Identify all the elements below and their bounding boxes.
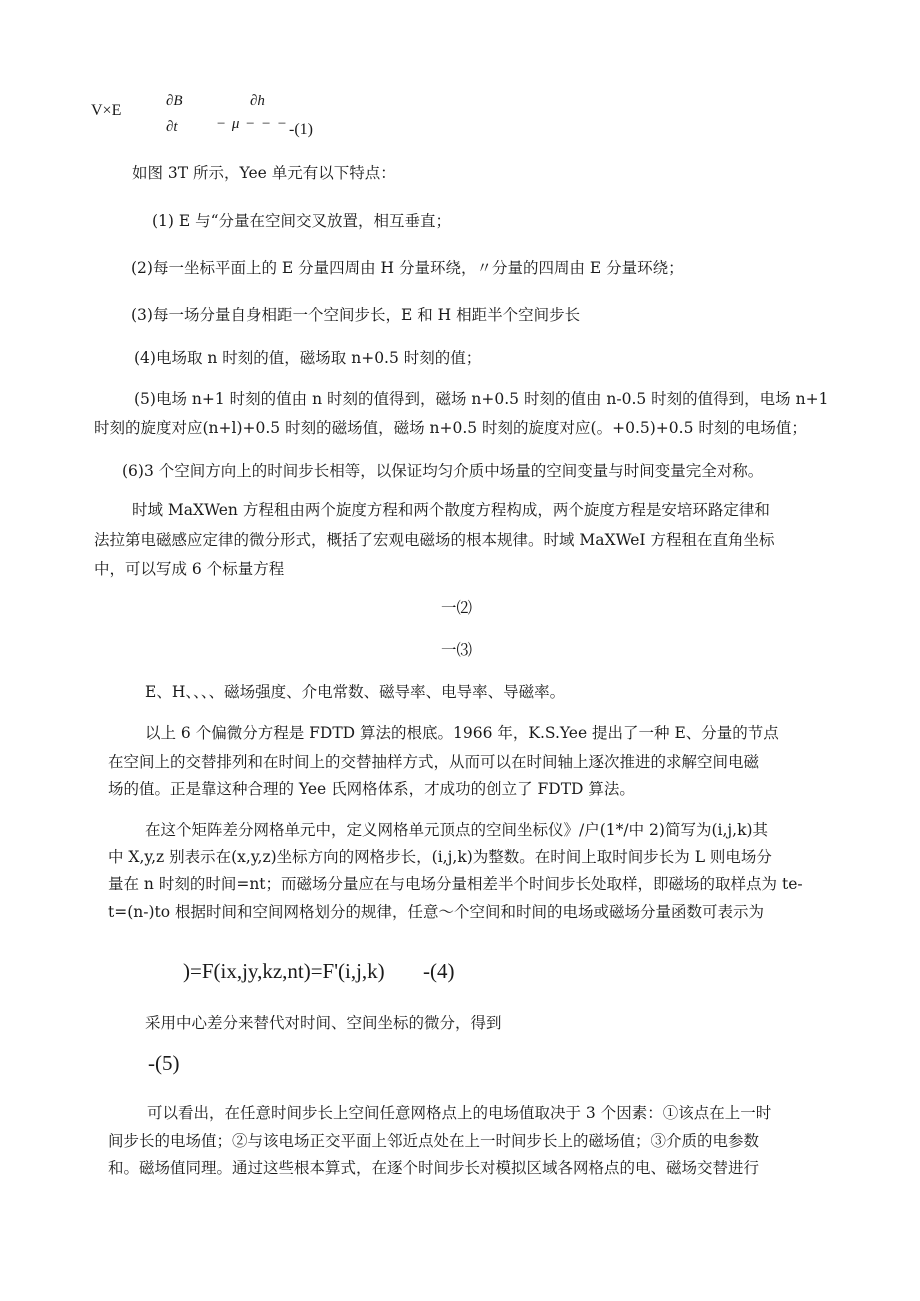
text-line: t=(n-)to 根据时间和空间网格划分的规律，任意～个空间和时间的电场或磁场分量函数可表示为 bbox=[108, 903, 765, 921]
feature-item: (3)每一场分量自身相距一个空间步长，E 和 H 相距半个空间步长 bbox=[131, 306, 581, 324]
central-difference-paragraph: 采用中心差分来替代对时间、空间坐标的微分，得到 bbox=[145, 1014, 502, 1032]
text-line: 量在 n 时刻的时间=nt；而磁场分量应在与电场分量相差半个时间步长处取样，即磁场的取样点为 te- bbox=[108, 875, 803, 893]
text-line: 中，可以写成 6 个标量方程 bbox=[94, 560, 285, 578]
text-line: 在这个矩阵差分网格单元中，定义网格单元顶点的空间坐标仪》/户(1*/中 2)简写为(i,j,k)其 bbox=[145, 821, 769, 839]
intro-paragraph: 如图 3T 所示，Yee 单元有以下特点： bbox=[132, 164, 396, 182]
eq4-expression: )=F(ix,jy,kz,nt)=F'(i,j,k) bbox=[183, 959, 385, 983]
text-line: 在空间上的交替排列和在时间上的交替抽样方式，从而可以在时间轴上逐次推进的求解空间电磁 bbox=[108, 753, 760, 771]
feature-item: 时刻的旋度对应(n+l)+0.5 时刻的磁场值，磁场 n+0.5 时刻的旋度对应(。+0.5)+0.5 时刻的电场值； bbox=[94, 419, 807, 437]
equation-2-tag: 一⑵ bbox=[441, 599, 473, 617]
symbols-paragraph: E、H、、、、磁场强度、介电常数、磁导率、电导率、导磁率。 bbox=[145, 683, 566, 701]
text-line: 法拉第电磁感应定律的微分形式，概括了宏观电磁场的根本规律。时域 MaXWeI 方程租在直角坐标 bbox=[94, 531, 775, 549]
equation-5-tag: -(5) bbox=[148, 1051, 180, 1075]
text-line: 可以看出，在任意时间步长上空间任意网格点上的电场值取决于 3 个因素：①该点在上一时 bbox=[147, 1104, 772, 1122]
feature-item: (1) E 与“分量在空间交叉放置，相互垂直； bbox=[152, 212, 452, 230]
text-line: 间步长的电场值；②与该电场正交平面上邻近点处在上一时间步长上的磁场值；③介质的电参数 bbox=[108, 1132, 760, 1150]
eq1-numerator-2: ∂h bbox=[250, 93, 265, 109]
text-line: 中 X,y,z 别表示在(x,y,z)坐标方向的网格步长，(i,j,k)为整数。在时间上取时间步长为 L 则电场分 bbox=[108, 848, 772, 866]
eq1-mu-term: − μ − − − bbox=[216, 116, 289, 132]
text-line: 以上 6 个偏微分方程是 FDTD 算法的根底。1966 年，K.S.Yee 提出了一种 E、分量的节点 bbox=[145, 724, 779, 742]
eq1-numerator-1: ∂B bbox=[166, 93, 183, 109]
feature-item: (6)3 个空间方向上的时间步长相等，以保证均匀介质中场量的空间变量与时间变量完全对称。 bbox=[122, 462, 764, 480]
text-line: 时域 MaXWen 方程租由两个旋度方程和两个散度方程构成，两个旋度方程是安培环路定律和 bbox=[132, 501, 770, 519]
eq4-tag: -(4) bbox=[423, 959, 455, 983]
feature-item: (2)每一坐标平面上的 E 分量四周由 H 分量环绕，〃分量的四周由 E 分量环绕； bbox=[131, 259, 684, 277]
eq1-lhs: V×E bbox=[91, 102, 122, 119]
eq1-tag: -(1) bbox=[289, 121, 313, 138]
text-line: 和。磁场值同理。通过这些根本算式，在逐个时间步长对模拟区域各网格点的电、磁场交替进行 bbox=[108, 1159, 760, 1177]
feature-item: (5)电场 n+1 时刻的值由 n 时刻的值得到，磁场 n+0.5 时刻的值由 n-0.5 时刻的值得到，电场 n+1 bbox=[134, 390, 829, 408]
text-line: 场的值。正是靠这种合理的 Yee 氏网格体系，才成功的创立了 FDTD 算法。 bbox=[108, 780, 635, 798]
equation-3-tag: 一⑶ bbox=[441, 641, 473, 659]
feature-item: (4)电场取 n 时刻的值，磁场取 n+0.5 时刻的值； bbox=[134, 349, 482, 367]
eq1-denominator-1: ∂t bbox=[166, 119, 178, 135]
